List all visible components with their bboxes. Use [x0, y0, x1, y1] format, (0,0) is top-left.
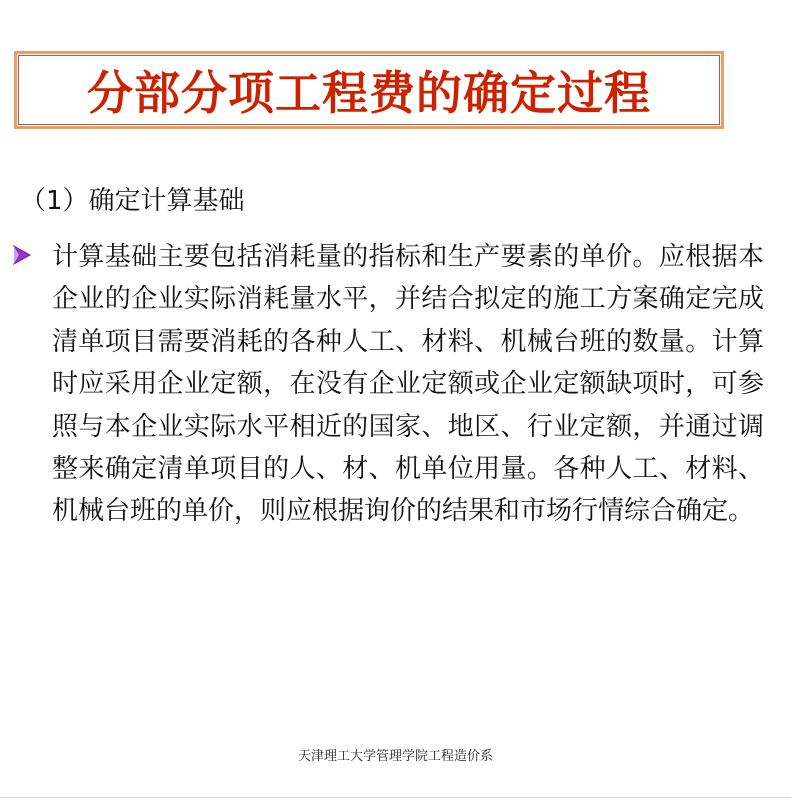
arrow-bullet-icon — [12, 244, 32, 266]
bullet-text: 计算基础主要包括消耗量的指标和生产要素的单价。应根据本企业的企业实际消耗量水平，并结合拟定的施工方案确定完成清单项目需要消耗的各种人工、材料、机械台班的数量。计算时应采用企业定额，在没有企业定额或企业定额缺项时，可参照与本企业实际水平相近的国家、地区、行业定额，并通过调整来确定清单项目的人、材、机单位用量。各种人工、材料、机械台班的单价，则应根据询价的结果和市场行情综合确定。 — [52, 242, 764, 527]
section-heading: （1）确定计算基础 — [20, 186, 245, 216]
bottom-divider — [0, 797, 791, 798]
title-box — [14, 51, 724, 129]
slide-title: 分部分项工程费的确定过程 — [87, 66, 651, 120]
footer-text: 天津理工大学管理学院工程造价系 — [297, 749, 493, 764]
